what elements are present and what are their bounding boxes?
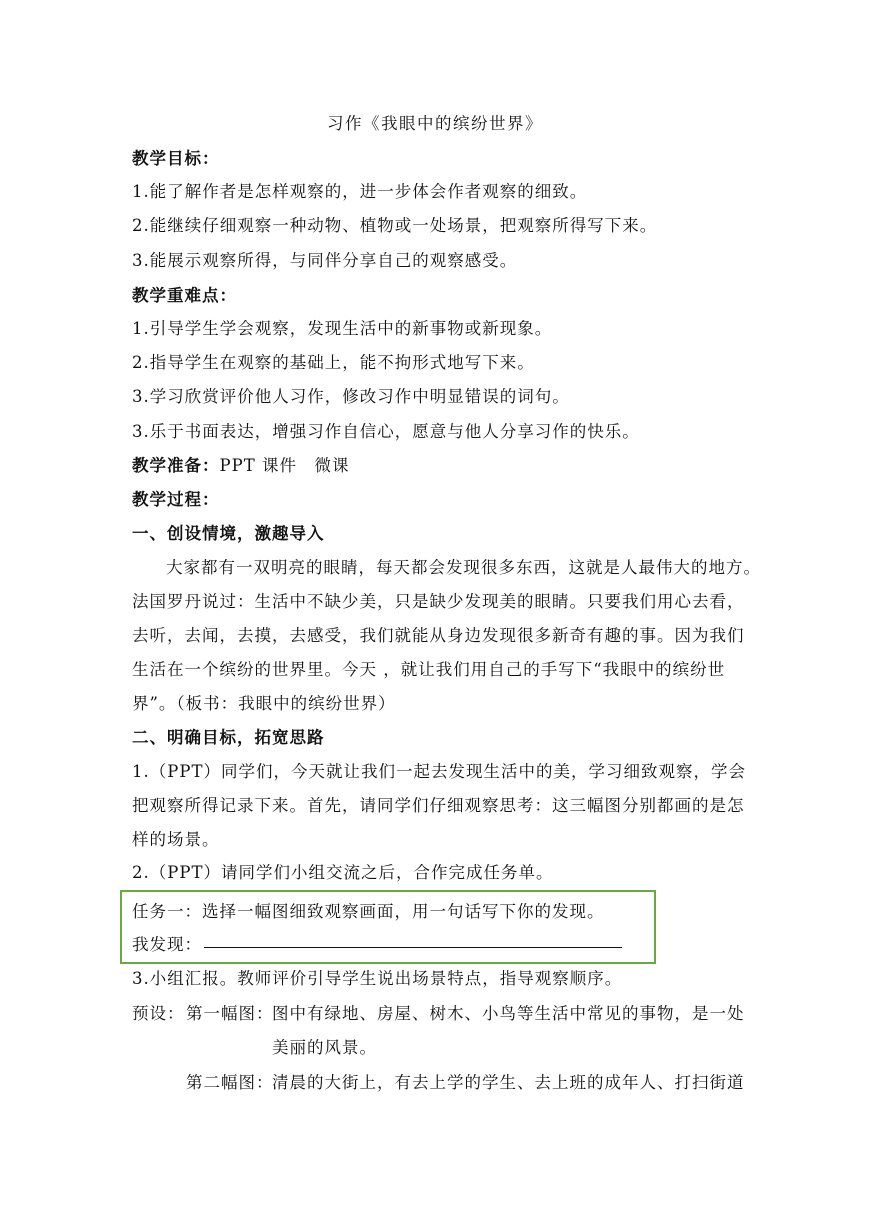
section-2-heading: 二、明确目标，拓宽思路 — [132, 728, 325, 747]
section-1-heading: 一、创设情境，激趣导入 — [132, 524, 325, 543]
key-points-heading: 教学重难点： — [132, 286, 237, 305]
section-1-paragraph-line: 生活在一个缤纷的世界里。今天 ，就让我们用自己的手写下“我眼中的缤纷世 — [132, 660, 726, 679]
preparation-heading: 教学准备： — [132, 456, 220, 475]
task-instruction: 任务一：选择一幅图细致观察画面，用一句话写下你的发现。 — [132, 902, 605, 921]
goal-item: 1.能了解作者是怎样观察的，进一步体会作者观察的细致。 — [132, 182, 588, 201]
goal-item: 2.能继续仔细观察一种动物、植物或一处场景，把观察所得写下来。 — [132, 216, 658, 235]
goal-item: 3.能展示观察所得，与同伴分享自己的观察感受。 — [132, 251, 518, 270]
preparation-text: PPT 课件 微课 — [219, 456, 350, 475]
report-line: 3.小组汇报。教师评价引导学生说出场景特点，指导观察顺序。 — [132, 969, 623, 988]
section-2-paragraph-line: 把观察所得记录下来。首先，请同学们仔细观察思考：这三幅图分别都画的是怎 — [132, 796, 745, 815]
goals-heading: 教学目标： — [132, 149, 220, 168]
picture-2-text: 清晨的大街上，有去上学的学生、去上班的成年人、打扫街道 — [272, 1073, 745, 1092]
picture-1-text: 美丽的风景。 — [272, 1038, 377, 1057]
section-2-paragraph-line: 样的场景。 — [132, 830, 220, 849]
section-1-paragraph-line: 界”。（板书：我眼中的缤纷世界） — [132, 694, 396, 713]
picture-1-label: 第一幅图： — [186, 1004, 274, 1023]
picture-1-text: 图中有绿地、房屋、树木、小鸟等生活中常见的事物，是一处 — [272, 1004, 745, 1023]
key-point-item: 3.学习欣赏评价他人习作，修改习作中明显错误的词句。 — [132, 387, 570, 406]
key-point-item: 3.乐于书面表达，增强习作自信心，愿意与他人分享习作的快乐。 — [132, 422, 640, 441]
section-1-paragraph-line: 去听，去闻，去摸，去感受，我们就能从身边发现很多新奇有趣的事。因为我们 — [132, 626, 745, 645]
section-2-paragraph-line: 2.（PPT）请同学们小组交流之后，合作完成任务单。 — [132, 863, 554, 882]
section-1-paragraph-line: 法国罗丹说过：生活中不缺少美，只是缺少发现美的眼睛。只要我们用心去看， — [132, 592, 745, 611]
document-title: 习作《我眼中的缤纷世界》 — [327, 114, 543, 133]
key-point-item: 1.引导学生学会观察，发现生活中的新事物或新现象。 — [132, 319, 553, 338]
key-point-item: 2.指导学生在观察的基础上，能不拘形式地写下来。 — [132, 353, 535, 372]
preparation-line — [132, 455, 349, 477]
section-1-paragraph-line: 大家都有一双明亮的眼睛，每天都会发现很多东西，这就是人最伟大的地方。 — [166, 558, 761, 577]
preset-label: 预设： — [132, 1004, 185, 1023]
section-2-paragraph-line: 1.（PPT）同学们，今天就让我们一起去发现生活中的美，学习细致观察，学会 — [132, 762, 746, 781]
task-answer-label: 我发现： — [132, 935, 202, 954]
picture-2-label: 第二幅图： — [186, 1073, 274, 1092]
task-answer-line — [204, 947, 622, 948]
process-heading: 教学过程： — [132, 490, 220, 509]
